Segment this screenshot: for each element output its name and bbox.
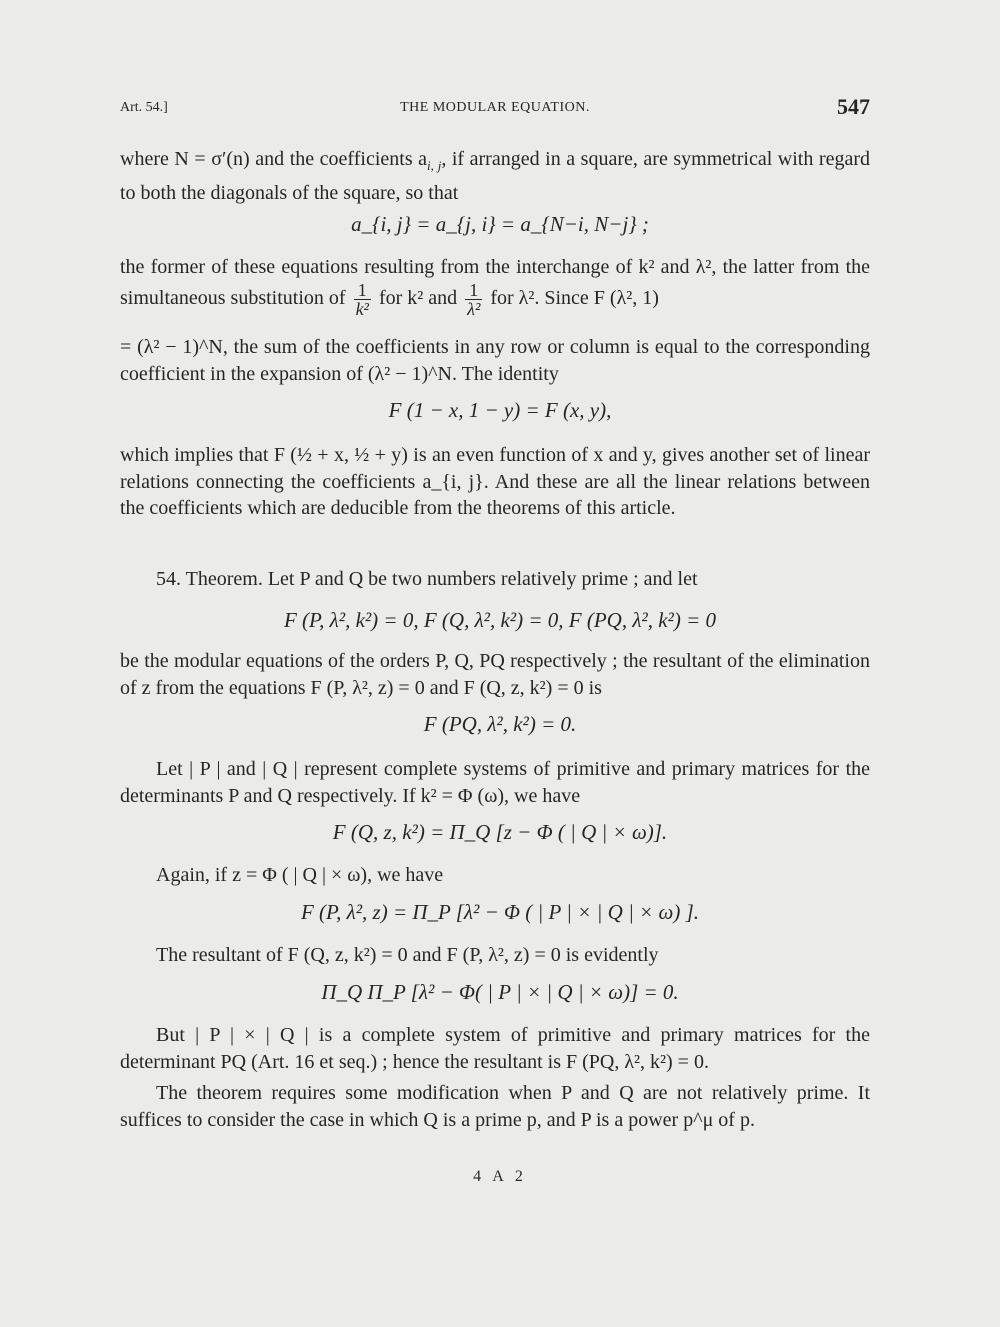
p10: The theorem requires some modification when P and Q are not relatively prime. It suffices to consider the case in which Q is a prime p, and P is a power p^μ of p. — [120, 1082, 870, 1131]
running-title: THE MODULAR EQUATION. — [400, 100, 590, 115]
paragraph-10 — [120, 1080, 870, 1133]
paragraph-8 — [120, 942, 870, 969]
equation-3: F (P, λ², k²) = 0, F (Q, λ², k²) = 0, F (PQ, λ², k²) = 0 — [283, 608, 716, 632]
equation-4: F (PQ, λ², k²) = 0. — [423, 712, 577, 736]
p2-a: the former of these equations resulting from the interchange of k² and λ², the latter from the simultaneous substitution of — [120, 256, 870, 309]
p1-line1: where N = σ′(n) and the coefficients a — [120, 148, 428, 170]
p6: Let | P | and | Q | represent complete systems of primitive and primary matrices for the determinants P and Q respectively. If k² = Φ (ω), we have — [120, 758, 870, 807]
signature-mark: 4 A 2 — [473, 1168, 527, 1185]
equation-2: F (1 − x, 1 − y) = F (x, y), — [388, 398, 612, 422]
paragraph-9 — [120, 1022, 870, 1075]
p9: But | P | × | Q | is a complete system of primitive and primary matrices for the determinant PQ (Art. 16 et seq.) ; hence the resultant is F (PQ, λ², k²) = 0. — [120, 1024, 870, 1073]
p4: which implies that F (½ + x, ½ + y) is an even function of x and y, gives another set of linear relations connecting the coefficients a_{i, j}. And these are all the linear relations between the coefficients which are deducible from the theorems of this article. — [120, 444, 870, 519]
fraction-one-over-lambda2: $\frac{1}{\text{λ²}}$ — [467, 279, 481, 319]
p1-rest: , if arranged in a square, are symmetrical with regard to both the diagonals of the square, so that — [120, 148, 870, 204]
theorem-intro: 54. Theorem. Let P and Q be two numbers relatively prime ; and let — [156, 568, 698, 590]
paragraph-6 — [120, 756, 870, 809]
paragraph-7 — [120, 862, 870, 889]
p8: The resultant of F (Q, z, k²) = 0 and F (P, λ², z) = 0 is evidently — [156, 944, 659, 966]
theorem-paragraph — [120, 566, 870, 593]
p2-b: for k² and — [378, 286, 458, 309]
paragraph-3 — [120, 334, 870, 387]
equation-5: F (Q, z, k²) = Π_Q [z − Φ ( | Q | × ω)]. — [332, 820, 668, 844]
paragraph-2 — [120, 254, 870, 318]
p3: = (λ² − 1)^N, the sum of the coefficients in any row or column is equal to the corresponding coefficient in the expansion of (λ² − 1)^N. The identity — [120, 336, 870, 385]
article-reference: Art. 54.] — [120, 100, 168, 115]
paragraph-5 — [120, 648, 870, 701]
equation-6: F (P, λ², z) = Π_P [λ² − Φ ( | P | × | Q | × ω) ]. — [300, 900, 700, 924]
p7: Again, if z = Φ ( | Q | × ω), we have — [156, 864, 444, 886]
fraction-one-over-k2: $\frac{1}{\text{k²}}$ — [355, 279, 369, 319]
equation-7: Π_Q Π_P [λ² − Φ( | P | × | Q | × ω)] = 0. — [321, 980, 679, 1004]
p2-c: for λ². Since F (λ², 1) — [490, 286, 659, 309]
paragraph-4 — [120, 442, 870, 522]
equation-1: a_{i, j} = a_{j, i} = a_{N−i, N−j} ; — [351, 212, 649, 236]
p5: be the modular equations of the orders P, Q, PQ respectively ; the resultant of the elimination of z from the equations F (P, λ², z) = 0 and F (Q, z, k²) = 0 is — [120, 650, 870, 699]
paragraph-1: where N = σ′(n) and the coefficients $a_{i, j}$, if arranged in a square, are symmetrical with regard to both the diagonals of the square, so that — [120, 148, 870, 204]
running-header — [120, 94, 870, 128]
page-number: 547 — [837, 94, 870, 119]
